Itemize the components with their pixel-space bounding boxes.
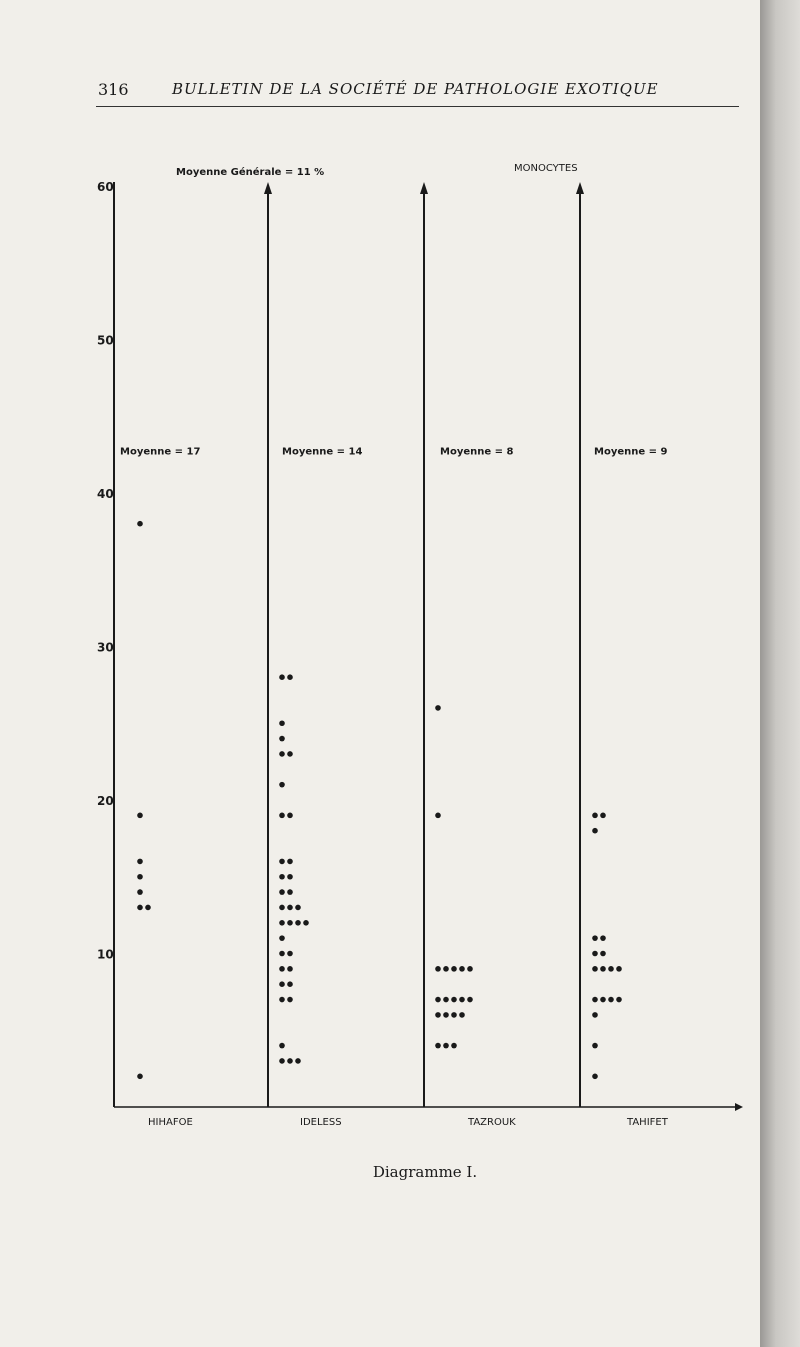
data-point-hihafoe <box>137 813 143 819</box>
data-point-tazrouk <box>443 1043 449 1049</box>
data-point-ideless <box>287 905 293 911</box>
data-point-hihafoe <box>145 905 151 911</box>
page-number: 316 <box>98 80 129 99</box>
y-tick-label: 20 <box>97 794 114 808</box>
data-point-ideless <box>279 935 285 941</box>
data-point-tazrouk <box>435 813 441 819</box>
group-axis-arrow-2 <box>420 182 428 194</box>
data-point-tahifet <box>616 966 622 972</box>
data-point-tahifet <box>592 935 598 941</box>
data-point-ideless <box>279 874 285 880</box>
data-point-tazrouk <box>451 966 457 972</box>
data-point-tazrouk <box>435 966 441 972</box>
journal-title: BULLETIN DE LA SOCIÉTÉ DE PATHOLOGIE EXOTIQUE <box>172 80 659 98</box>
group-axis-arrow-1 <box>264 182 272 194</box>
data-point-ideless <box>287 1058 293 1064</box>
group-mean-label: Moyenne = 9 <box>594 446 668 458</box>
data-point-tahifet <box>600 997 606 1003</box>
data-point-ideless <box>279 813 285 819</box>
data-point-hihafoe <box>137 1074 143 1080</box>
diagram-axes <box>114 182 743 1111</box>
category-label: HIHAFOE <box>148 1117 193 1128</box>
data-point-tazrouk <box>443 997 449 1003</box>
data-point-tahifet <box>592 828 598 834</box>
data-point-tahifet <box>608 997 614 1003</box>
group-mean-label: Moyenne = 17 <box>120 446 201 458</box>
data-point-hihafoe <box>137 521 143 527</box>
data-point-ideless <box>295 1058 301 1064</box>
data-point-ideless <box>287 859 293 865</box>
data-point-tazrouk <box>459 997 465 1003</box>
group-mean-label: Moyenne = 14 <box>282 446 363 458</box>
data-point-tahifet <box>600 813 606 819</box>
data-point-tazrouk <box>435 1012 441 1018</box>
data-point-ideless <box>287 997 293 1003</box>
data-point-ideless <box>279 951 285 957</box>
diagram-labels <box>97 163 669 1128</box>
data-point-tazrouk <box>451 1012 457 1018</box>
data-point-hihafoe <box>137 859 143 865</box>
data-point-tahifet <box>592 1043 598 1049</box>
data-point-ideless <box>287 874 293 880</box>
y-tick-label: 30 <box>97 640 114 655</box>
data-point-ideless <box>279 720 285 726</box>
group-axis-arrow-3 <box>576 182 584 194</box>
data-point-tazrouk <box>467 966 473 972</box>
y-tick-label: 40 <box>97 487 114 501</box>
monocytes-diagram <box>0 150 760 1150</box>
data-point-tahifet <box>600 951 606 957</box>
data-point-tahifet <box>608 966 614 972</box>
data-point-ideless <box>287 920 293 926</box>
category-label: TAZROUK <box>468 1117 516 1128</box>
header-rule <box>96 106 739 107</box>
data-point-ideless <box>279 1043 285 1049</box>
data-point-ideless <box>279 674 285 680</box>
data-point-tahifet <box>592 1012 598 1018</box>
data-point-ideless <box>279 1058 285 1064</box>
data-point-tahifet <box>592 997 598 1003</box>
data-point-ideless <box>279 782 285 788</box>
data-point-ideless <box>279 981 285 987</box>
data-point-ideless <box>287 951 293 957</box>
data-point-tahifet <box>600 935 606 941</box>
data-point-ideless <box>279 997 285 1003</box>
data-point-ideless <box>279 751 285 757</box>
category-label: IDELESS <box>300 1117 342 1128</box>
data-point-ideless <box>279 736 285 742</box>
data-point-tazrouk <box>459 1012 465 1018</box>
data-point-tazrouk <box>451 1043 457 1049</box>
data-point-ideless <box>287 751 293 757</box>
data-point-ideless <box>295 920 301 926</box>
data-point-ideless <box>287 966 293 972</box>
group-mean-label: Moyenne = 8 <box>440 446 514 458</box>
y-tick-label: 10 <box>97 947 114 962</box>
data-point-tahifet <box>600 966 606 972</box>
data-point-hihafoe <box>137 889 143 895</box>
data-point-ideless <box>295 905 301 911</box>
data-point-tahifet <box>592 966 598 972</box>
data-point-tahifet <box>616 997 622 1003</box>
diagram-points <box>137 521 622 1079</box>
data-point-hihafoe <box>137 874 143 880</box>
page-edge-shadow <box>760 0 800 1347</box>
data-point-ideless <box>279 889 285 895</box>
data-point-ideless <box>287 889 293 895</box>
data-point-ideless <box>287 674 293 680</box>
data-point-tazrouk <box>459 966 465 972</box>
data-point-ideless <box>303 920 309 926</box>
data-point-tazrouk <box>435 997 441 1003</box>
category-label: TAHIFET <box>627 1117 668 1128</box>
data-point-ideless <box>279 920 285 926</box>
chart-subtitle: Moyenne Générale = 11 % <box>176 167 325 178</box>
data-point-tazrouk <box>443 966 449 972</box>
data-point-hihafoe <box>137 905 143 911</box>
data-point-ideless <box>279 859 285 865</box>
data-point-tazrouk <box>467 997 473 1003</box>
x-axis-arrow <box>735 1103 743 1111</box>
data-point-tazrouk <box>451 997 457 1003</box>
data-point-ideless <box>279 966 285 972</box>
y-tick-label: 60 <box>97 180 114 194</box>
y-tick-label: 50 <box>97 333 114 348</box>
data-point-ideless <box>279 905 285 911</box>
data-point-tazrouk <box>435 1043 441 1049</box>
data-point-tahifet <box>592 951 598 957</box>
figure-caption: Diagramme I. <box>372 1163 478 1181</box>
data-point-ideless <box>287 981 293 987</box>
data-point-tahifet <box>592 813 598 819</box>
data-point-ideless <box>287 813 293 819</box>
data-point-tazrouk <box>443 1012 449 1018</box>
data-point-tazrouk <box>435 705 441 711</box>
chart-title: MONOCYTES <box>514 163 578 174</box>
data-point-tahifet <box>592 1074 598 1080</box>
